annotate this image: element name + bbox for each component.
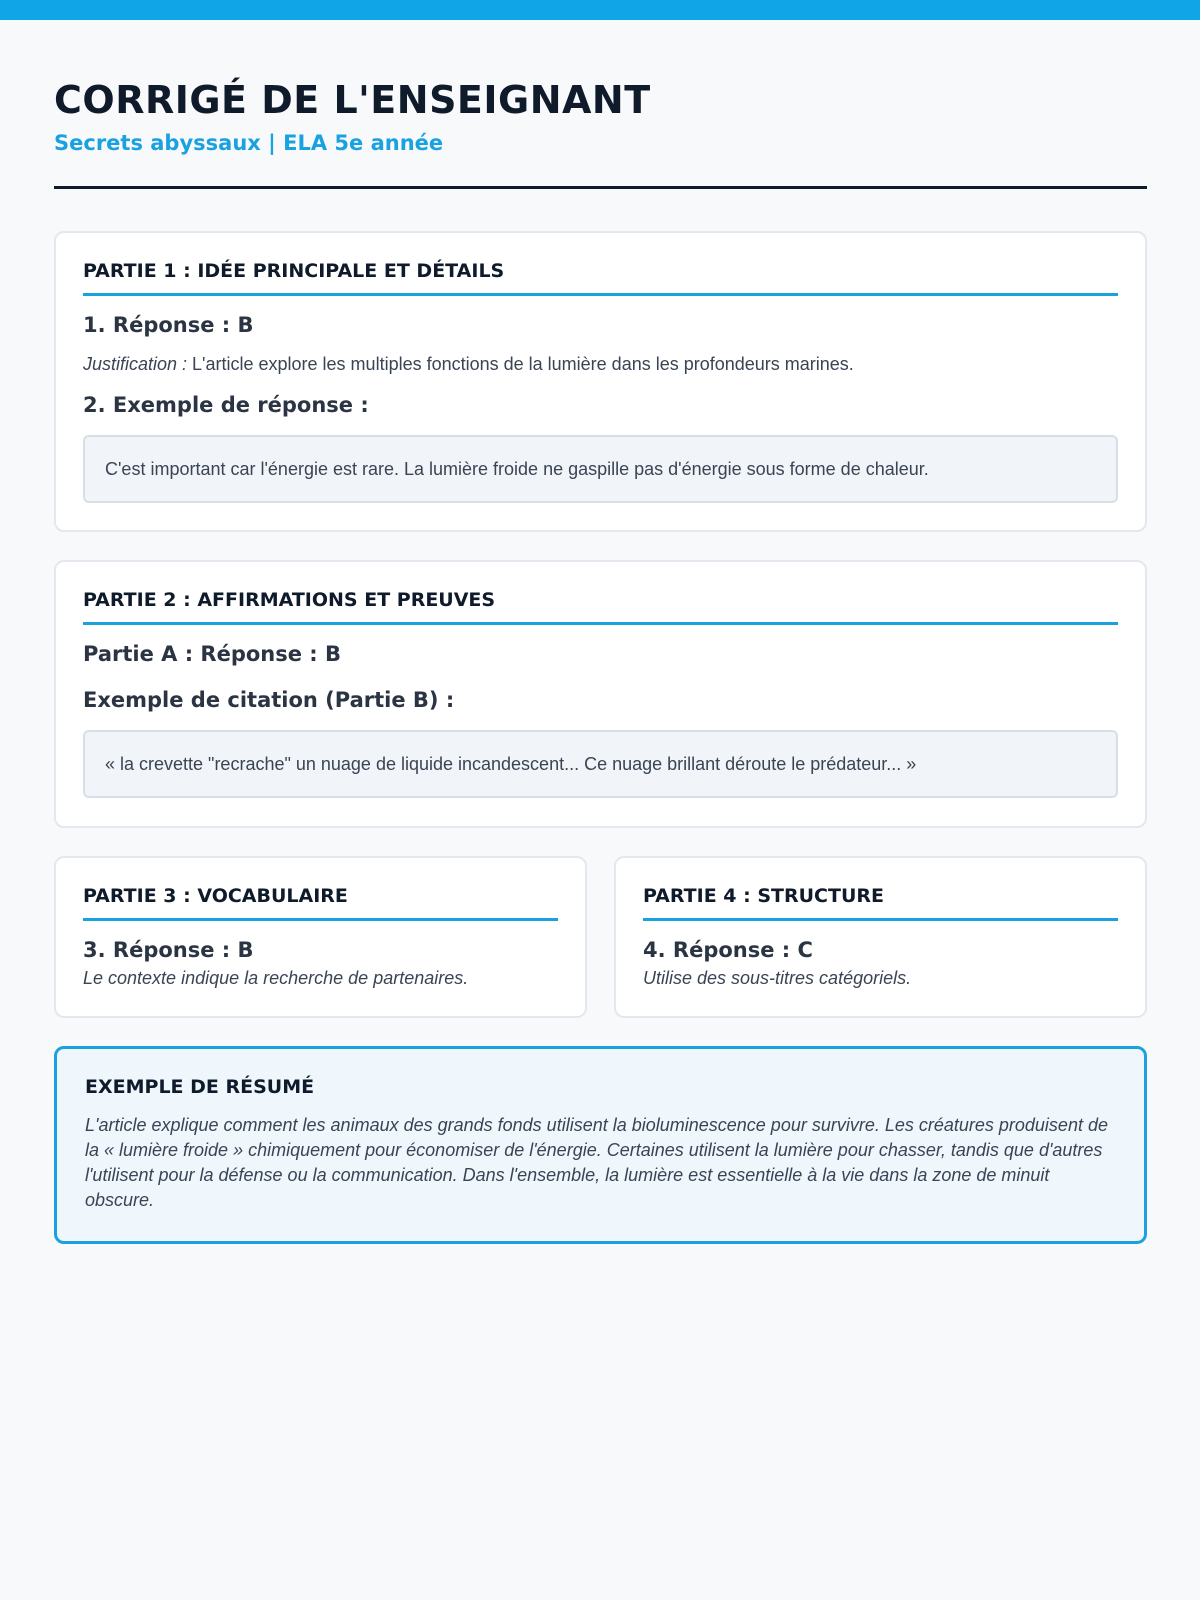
part4-note: Utilise des sous-titres catégoriels. [643,968,912,988]
summary-heading: EXEMPLE DE RÉSUMÉ [85,1076,315,1098]
part1-q2-sample-box [83,435,1118,503]
justification-text: L'article explore les multiples fonctions de la lumière dans les profondeurs marines. [187,354,854,374]
part1-q1-answer: 1. Réponse : B [83,313,254,337]
answer-key-page [54,0,1147,1244]
summary-text: L'article explique comment les animaux des grands fonds utilisent la bioluminescence pour survivre. Les créatures produisent de la « lumière froide » chimiquement pour économiser de l'énergie. Certaines utilisent la lumière pour chasser, tandis que d'autres l'utilisent pour la défense ou la communication. Dans l'ensemble, la lumière est essentielle à la vie dans la zone de minuit obscure. [85,1115,1108,1210]
part2-quote-box [83,730,1118,798]
part2-quote: « la crevette "recrache" un nuage de liquide incandescent... Ce nuage brillant déroute le prédateur... » [105,753,917,774]
part3-answer: 3. Réponse : B [83,938,254,962]
part2-partB-label: Exemple de citation (Partie B) : [83,688,455,712]
part3-heading: PARTIE 3 : VOCABULAIRE [83,884,558,921]
part2-partA-answer: Partie A : Réponse : B [83,642,342,666]
page-title: CORRIGÉ DE L'ENSEIGNANT [54,78,651,122]
part1-justification [83,352,1118,376]
part1-card [54,231,1147,532]
part3-card [54,856,587,1018]
justification-label: Justification : [83,354,188,374]
header-divider [54,186,1147,189]
part4-answer: 4. Réponse : C [643,938,813,962]
part2-heading: PARTIE 2 : AFFIRMATIONS ET PREUVES [83,588,1118,625]
summary-card [54,1046,1147,1244]
parts-3-4-row [54,856,1147,1018]
part4-heading: PARTIE 4 : STRUCTURE [643,884,1118,921]
part2-card [54,560,1147,828]
part1-heading: PARTIE 1 : IDÉE PRINCIPALE ET DÉTAILS [83,259,1118,296]
part4-card [614,856,1147,1018]
part1-q2-label: 2. Exemple de réponse : [83,393,369,417]
part1-q2-sample: C'est important car l'énergie est rare. La lumière froide ne gaspille pas d'énergie sous forme de chaleur. [105,458,929,479]
page-subtitle: Secrets abyssaux | ELA 5e année [54,131,444,155]
part3-note: Le contexte indique la recherche de partenaires. [83,968,469,988]
